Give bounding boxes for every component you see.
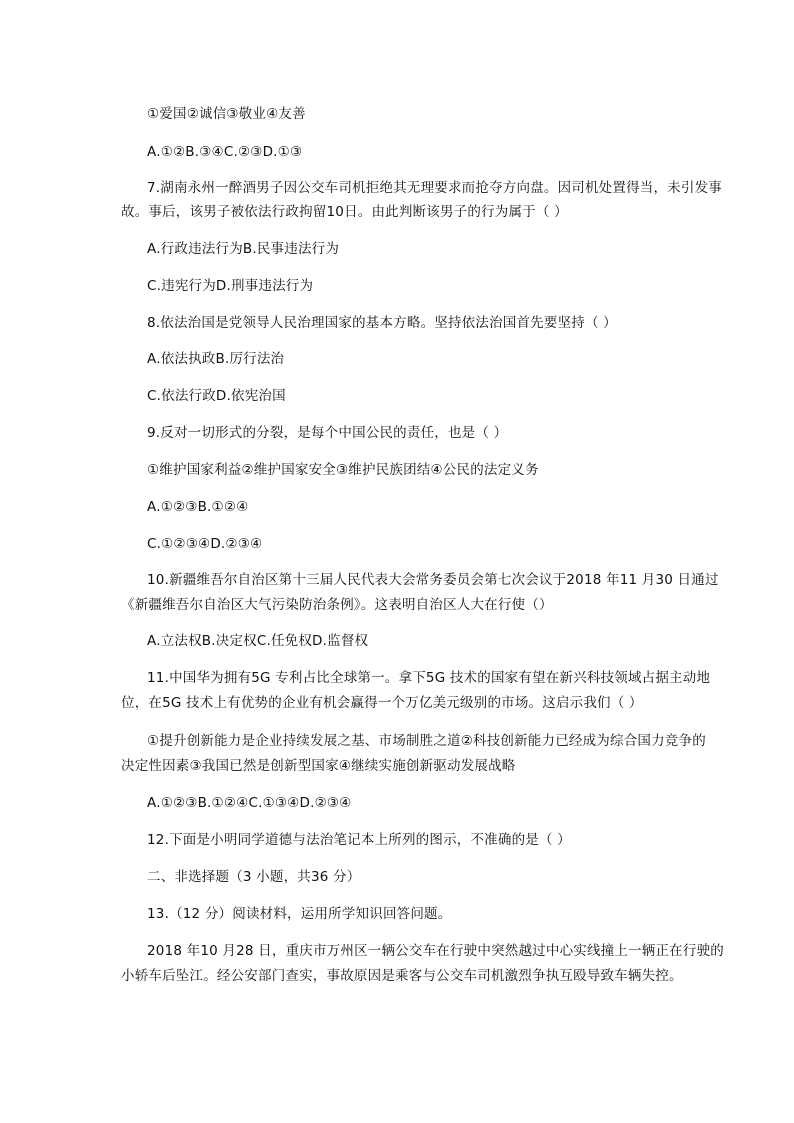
q8-choices-cd: C.依法行政D.依宪治国 xyxy=(147,388,286,404)
q13-stem: 13.（12 分）阅读材料，运用所学知识回答问题。 xyxy=(147,906,452,922)
q7-stem-line2: 故。事后，该男子被依法行政拘留10日。由此判断该男子的行为属于（ ） xyxy=(121,204,568,220)
q12-stem: 12.下面是小明同学道德与法治笔记本上所列的图示，不准确的是（ ） xyxy=(147,832,571,848)
q11-statements-line2: 决定性因素③我国已然是创新型国家④继续实施创新驱动发展战略 xyxy=(121,758,516,774)
q11-stem-line2: 位，在5G 技术上有优势的企业有机会赢得一个万亿美元级别的市场。这启示我们（ ） xyxy=(121,695,643,711)
q11-choices: A.①②③B.①②④C.①③④D.②③④ xyxy=(147,795,352,811)
q6-answer-choices: A.①②B.③④C.②③D.①③ xyxy=(147,144,303,160)
q11-statements-line1: ①提升创新能力是企业持续发展之基、市场制胜之道②科技创新能力已经成为综合国力竞争的 xyxy=(147,733,706,749)
q10-stem-line1: 10.新疆维吾尔自治区第十三届人民代表大会常务委员会第七次会议于2018 年11 月30 日通过 xyxy=(147,572,719,588)
q9-choices-ab: A.①②③B.①②④ xyxy=(147,499,249,515)
q9-stem: 9.反对一切形式的分裂，是每个中国公民的责任，也是（ ） xyxy=(147,425,508,441)
q7-choices-cd: C.违宪行为D.刑事违法行为 xyxy=(147,278,314,294)
q7-choices-ab: A.行政违法行为B.民事违法行为 xyxy=(147,241,340,257)
q9-options-statements: ①维护国家利益②维护国家安全③维护民族团结④公民的法定义务 xyxy=(147,462,539,478)
q13-material-line2: 小轿车后坠江。经公安部门查实，事故原因是乘客与公交车司机激烈争执互殴导致车辆失控。 xyxy=(121,968,683,984)
q9-choices-cd: C.①②③④D.②③④ xyxy=(147,536,263,552)
q11-stem-line1: 11.中国华为拥有5G 专利占比全球第一。拿下5G 技术的国家有望在新兴科技领域占据主动地 xyxy=(147,670,711,686)
section-heading-nonchoice: 二、非选择题（3 小题，共36 分） xyxy=(147,869,361,885)
q8-stem: 8.依法治国是党领导人民治理国家的基本方略。坚持依法治国首先要坚持（ ） xyxy=(147,315,617,331)
q7-stem-line1: 7.湖南永州一醉酒男子因公交车司机拒绝其无理要求而抢夺方向盘。因司机处置得当，未引发事 xyxy=(147,180,722,196)
q10-choices: A.立法权B.决定权C.任免权D.监督权 xyxy=(147,633,369,649)
q6-options-statements: ①爱国②诚信③敬业④友善 xyxy=(147,106,306,122)
q8-choices-ab: A.依法执政B.厉行法治 xyxy=(147,351,285,367)
q10-stem-line2: 《新疆维吾尔自治区大气污染防治条例》。这表明自治区人大在行使（） xyxy=(121,597,553,613)
q13-material-line1: 2018 年10 月28 日，重庆市万州区一辆公交车在行驶中突然越过中心实线撞上一辆正在行驶的 xyxy=(147,943,724,959)
